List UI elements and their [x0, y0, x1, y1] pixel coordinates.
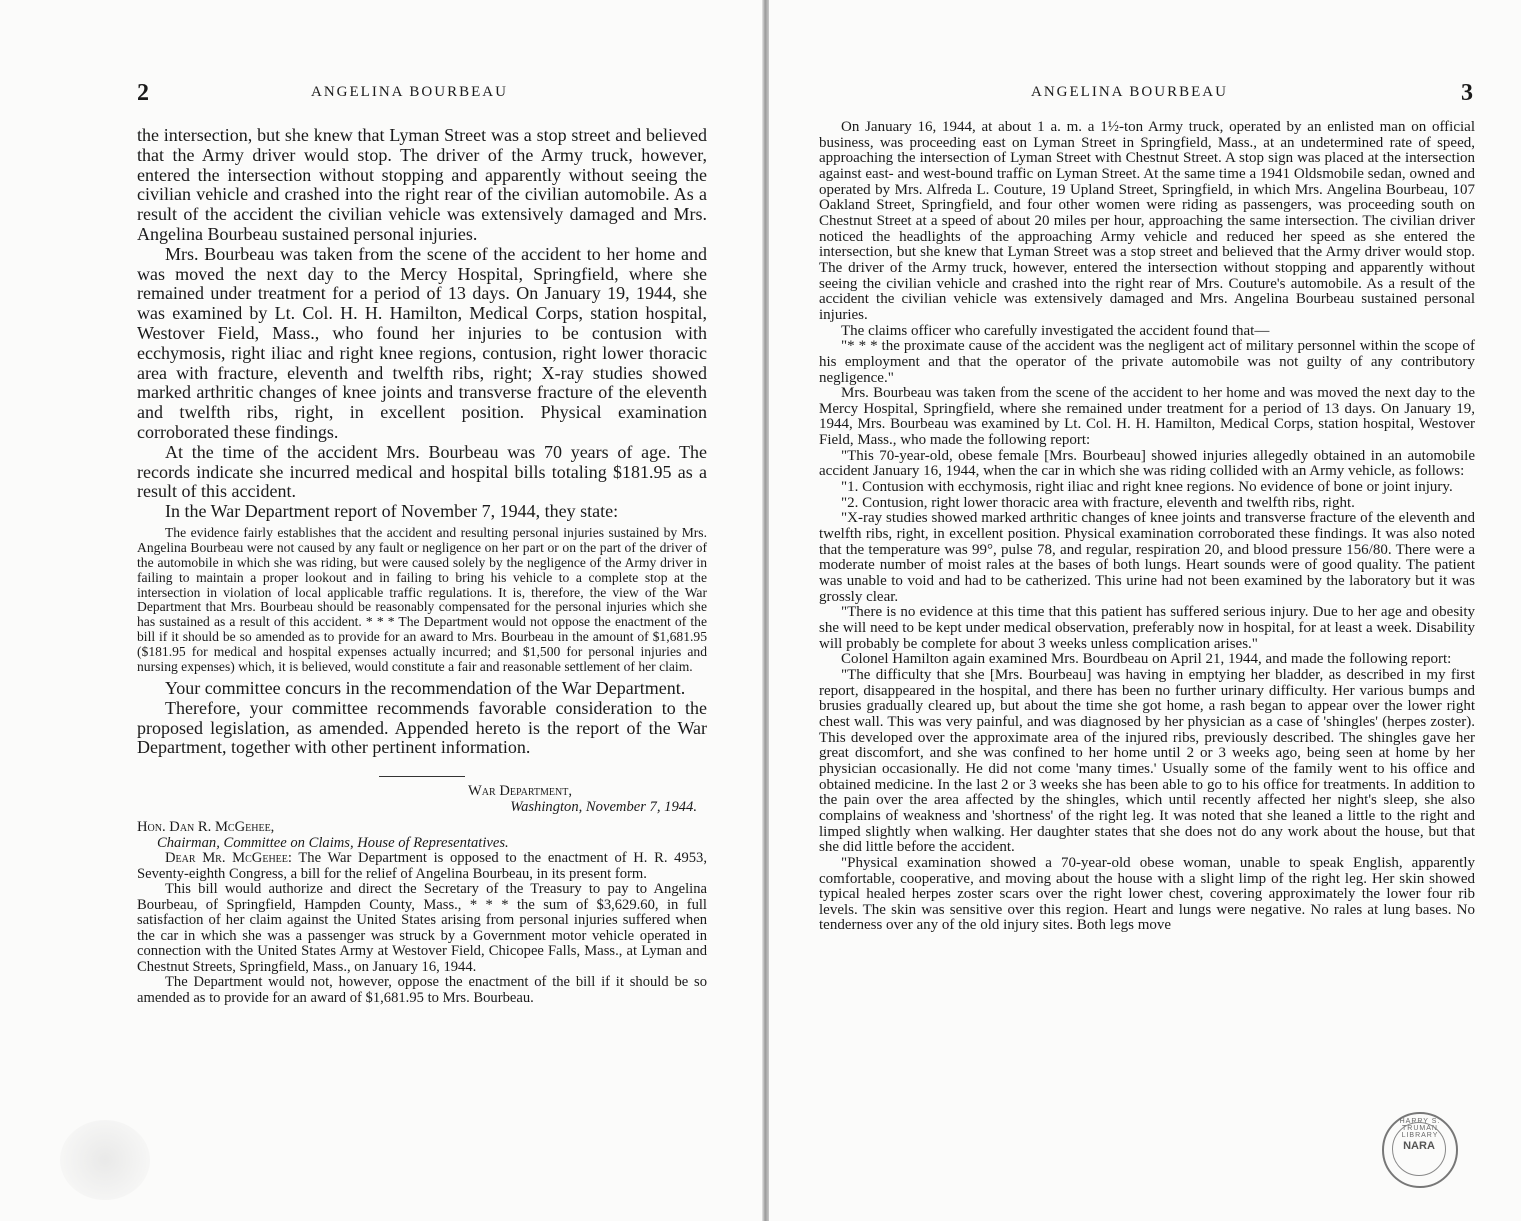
letter-salutation: Dear Mr. McGehee: [165, 850, 292, 867]
stamp-text: NARA [1403, 1140, 1435, 1152]
paragraph: "X-ray studies showed marked arthritic changes of knee joints and transverse fracture of the eleventh and twelfth ribs, right, in excellent position. Physical examination corroborated these findings. It was also noted that the temperature was 99°, pulse 78, and regular, respiration 20, and blood pressure 156/80. There were a moderate number of moist rales at the bases of both lungs. Heart sounds were of good quality. The patient was unable to void and had to be catherized. This urine had not been examined by the laboratory but it was grossly clear. [819, 510, 1475, 605]
block-quote: The evidence fairly establishes that the accident and resulting personal injuries sustained by Mrs. Angelina Bourbeau were not caused by any fault or negligence on her part or on the part of the driver of the automobile in which she was riding, but were caused solely by the negligence of the Army driver in failing to maintain a proper lookout and in failing to bring his vehicle to a complete stop at the intersection in violation of local applicable traffic regulations. It is, therefore, the view of the War Department that Mrs. Bourbeau should be reasonably compensated for the personal injuries which she has sustained as a result of this accident. * * * The Department would not oppose the enactment of the bill if it should be so amended as to provide for an award to Mrs. Bourbeau in the amount of $1,681.95 ($181.95 for medical and hospital expenses actually incurred; and $1,500 for personal injuries and nursing expenses) which, it is believed, would constitute a fair and reasonable settlement of her claim. [137, 524, 707, 675]
paragraph: "* * * the proximate cause of the accident was the negligent act of military personnel within the scope of his employment and that the operator of the private automobile was not guilty of any contributory negligence." [819, 338, 1475, 386]
letter-addressee-title: Chairman, Committee on Claims, House of Representatives. [157, 834, 509, 851]
war-department-letter [137, 784, 707, 1006]
paragraph: "There is no evidence at this time that this patient has suffered serious injury. Due to her age and obesity she will need to be kept under medical observation, preferably now in hospital, for at least a week. Disability will probably be complete for about 3 weeks unless complication arises." [819, 604, 1475, 652]
running-header [137, 80, 707, 114]
page-gutter [762, 0, 769, 1221]
paragraph: "The difficulty that she [Mrs. Bourbeau] was having in emptying her bladder, as described in my first report, disappeared in the hospital, and there has been no further urinary difficulty. Her various bumps and brusies gradually cleared up, but about the time she got home, a rash began to appear over the lower right chest wall. This was very painful, and was diagnosed by her physician as a case of 'shingles' (herpes zoster). This developed over the approximate area of the injured ribs, previously described. The shingles gave her great discomfort, and she was confined to her home until 2 or 3 weeks ago, being seen at home by her physician occasionally. He did not come 'many times.' Usually some of the family went to his office and obtained medicine. In the last 2 or 3 weeks she has been able to go to his office for treatments. In addition to the pain over the area affected by the shingles, which until recently affected her night's sleep, she also complains of weakness and 'shortness' of the right leg. It was noted that she leaned a little to the right and limped slightly when walking. Her daughter states that she does not do any work about the house, but that she did little before the accident. [819, 666, 1475, 856]
paragraph: "Physical examination showed a 70-year-old obese woman, unable to speak English, apparently comfortable, cooperative, and moving about the house with a slight limp of the right leg. Her skin showed typical healed herpes zoster scars over the right lower chest, covering approximately the lower four rib levels. The skin was sensitive over this region. Heart and lungs were negative. No rales at lung bases. No tenderness over any of the old injury sites. Both legs move [819, 854, 1475, 934]
letter-paragraph [137, 851, 707, 882]
paragraph: At the time of the accident Mrs. Bourbeau was 70 years of age. The records indicate she incurred medical and hospital bills totaling $181.95 as a result of this accident. [137, 441, 707, 502]
running-head-title: ANGELINA BOURBEAU [1031, 84, 1228, 100]
separator-rule [379, 776, 465, 777]
paragraph: The claims officer who carefully investigated the accident found that— [841, 322, 1270, 339]
letter-addressee-name: Hon. Dan R. McGehee, [137, 819, 275, 836]
running-header [819, 80, 1475, 114]
letter-place-date: Washington, November 7, 1944. [510, 798, 697, 815]
paragraph: "2. Contusion, right lower thoracic area with fracture, eleventh and twelfth ribs, right. [841, 494, 1355, 511]
stamp-ring-text: HARRY S. TRUMAN LIBRARY [1399, 1118, 1441, 1139]
page-number: 3 [1461, 80, 1475, 106]
paragraph: Mrs. Bourbeau was taken from the scene of the accident to her home and was moved the next day to the Mercy Hospital, Springfield, where she remained under treatment for a period of 13 days. On January 19, 1944, Mrs. Bourbeau was examined by Lt. Col. H. H. Hamilton, Medical Corps, station hospital, Westover Field, Mass., who made the following report: [819, 385, 1475, 449]
page-number: 2 [137, 80, 151, 106]
paragraph: Therefore, your committee recommends favorable consideration to the proposed legislation, as amended. Appended hereto is the report of the War Department, together with other pertinent information. [137, 697, 707, 758]
paragraph: On January 16, 1944, at about 1 a. m. a 1½-ton Army truck, operated by an enlisted man on official business, was proceeding east on Lyman Street in Springfield, Mass., at an undetermined rate of speed, approaching the intersection of Lyman Street with Chestnut Street. A stop sign was placed at the intersection against east- and west-bound traffic on Lyman Street. At the same time a 1941 Oldsmobile sedan, owned and operated by Mrs. Alfreda L. Couture, 19 Upland Street, Springfield, in which Mrs. Angelina Bourbeau, 107 Oakland Street, Springfield, and four other women were riding as passengers, was proceeding south on Chestnut Street at a speed of about 20 miles per hour, approaching the same intersection. The civilian driver noticed the headlights of the approaching Army vehicle and reduced her speed as she entered the intersection, but she knew that Lyman Street was a stop street and believed that the Army driver would stop. The driver of the Army truck, however, entered the intersection without stopping and apparently without seeing the civilian vehicle and crashed into the right rear of Mrs. Couture's automobile. As a result of the accident the civilian vehicle was extensively damaged and Mrs. Angelina Bourbeau sustained personal injuries. [819, 119, 1475, 323]
page-stain [60, 1120, 150, 1200]
paragraph: "1. Contusion with ecchymosis, right iliac and right knee regions. No evidence of bone or joint injury. [841, 479, 1453, 496]
paragraph: the intersection, but she knew that Lyman Street was a stop street and believed that the Army driver would stop. The driver of the Army truck, however, entered the intersection without stopping and apparently without seeing the civilian vehicle and crashed into the right rear of the civilian automobile. As a result of the accident the civilian vehicle was extensively damaged and Mrs. Angelina Bourbeau sustained personal injuries. [137, 125, 707, 244]
left-body-text [137, 126, 707, 1006]
right-body-text [819, 120, 1475, 934]
right-page [769, 0, 1521, 1221]
letter-paragraph: This bill would authorize and direct the Secretary of the Treasury to pay to Angelina Bourbeau, of Springfield, Hampden County, Mass., * * * the sum of $3,629.60, in full satisfaction of her claim against the United States arising from personal injuries suffered when the car in which she was a passenger was struck by a Government motor vehicle operated in connection with the United States Army at Westover Field, Chicopee Falls, Mass., at Lyman and Chestnut Streets, Springfield, Mass., on January 16, 1944. [137, 881, 707, 975]
paragraph: "This 70-year-old, obese female [Mrs. Bourbeau] showed injuries allegedly obtained in an automobile accident January 16, 1944, when the car in which she was riding collided with an Army vehicle, as follows: [819, 447, 1475, 480]
letter-body: The War Department is opposed to the enactment of H. R. 4953, Seventy-eighth Congress, a bill for the relief of Angelina Bourbeau, in its present form. [137, 850, 707, 882]
paragraph: Colonel Hamilton again examined Mrs. Bourdbeau on April 21, 1944, and made the following report: [841, 651, 1452, 668]
letter-paragraph: The Department would not, however, oppose the enactment of the bill if it should be so amended as to provide for an award of $1,681.95 to Mrs. Bourbeau. [137, 974, 707, 1006]
paragraph: Your committee concurs in the recommendation of the War Department. [165, 678, 686, 698]
letter-department: War Department, [468, 783, 572, 800]
paragraph: In the War Department report of November 7, 1944, they state: [165, 501, 619, 522]
running-head-title: ANGELINA BOURBEAU [311, 84, 508, 100]
nara-truman-library-stamp [1382, 1112, 1458, 1188]
paragraph: Mrs. Bourbeau was taken from the scene of the accident to her home and was moved the next day to the Mercy Hospital, Springfield, where she remained under treatment for a period of 13 days. On January 19, 1944, she was examined by Lt. Col. H. H. Hamilton, Medical Corps, station hospital, Westover Field, Mass., who found her injuries to be contusion with ecchymosis, right iliac and right knee regions, contusion, right lower thoracic area with fracture, eleventh and twelfth ribs, right; X-ray studies showed marked arthritic changes of knee joints and transverse fracture of the eleventh and twelfth ribs, right, in excellent position. Physical examination corroborated these findings. [137, 243, 707, 442]
